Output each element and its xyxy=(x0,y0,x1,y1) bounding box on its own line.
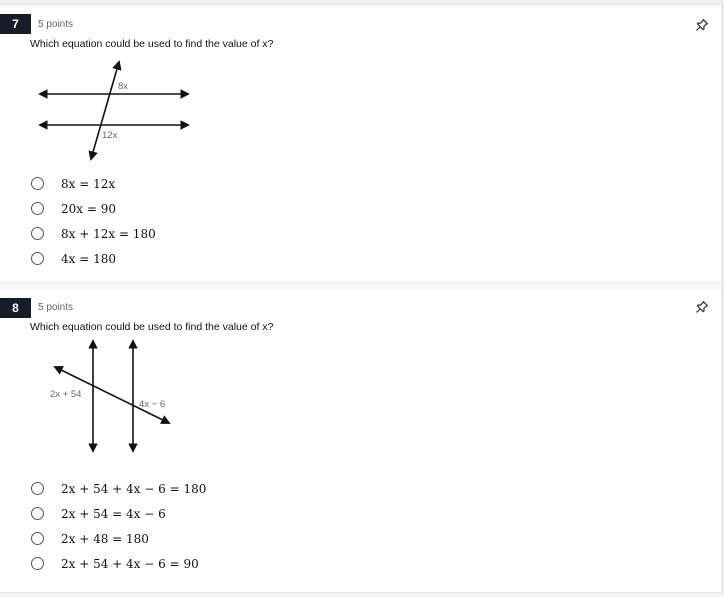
question-card-7 xyxy=(0,5,721,281)
option-label: 8x + 12x = 180 xyxy=(61,226,156,241)
angle-label: 2x + 54 xyxy=(50,389,82,400)
radio-button-icon[interactable] xyxy=(31,507,44,520)
angle-label: 12x xyxy=(102,130,118,141)
transversal-line xyxy=(91,62,119,159)
option-label: 8x = 12x xyxy=(61,176,116,191)
pin-icon[interactable] xyxy=(695,18,709,32)
answer-option[interactable] xyxy=(31,196,156,221)
question-prompt: Which equation could be used to find the value of x? xyxy=(30,38,274,50)
pin-icon[interactable] xyxy=(695,300,709,314)
option-label: 2x + 48 = 180 xyxy=(61,531,149,546)
answer-option[interactable] xyxy=(31,501,206,526)
answer-option[interactable] xyxy=(31,551,206,576)
answer-options xyxy=(31,476,206,576)
question-card-8 xyxy=(0,290,721,593)
option-label: 20x = 90 xyxy=(61,201,116,216)
transversal-figure xyxy=(36,55,194,165)
question-number: 8 xyxy=(0,298,31,318)
transversal-figure xyxy=(45,338,185,460)
radio-button-icon[interactable] xyxy=(31,177,44,190)
answer-options xyxy=(31,171,156,271)
option-label: 2x + 54 + 4x − 6 = 180 xyxy=(61,481,207,496)
radio-button-icon[interactable] xyxy=(31,252,44,265)
answer-option[interactable] xyxy=(31,246,156,271)
radio-button-icon[interactable] xyxy=(31,202,44,215)
option-label: 2x + 54 = 4x − 6 xyxy=(61,506,166,521)
angle-label: 4x − 6 xyxy=(139,399,166,410)
question-points: 5 points xyxy=(38,19,74,30)
radio-button-icon[interactable] xyxy=(31,532,44,545)
answer-option[interactable] xyxy=(31,476,206,501)
option-label: 4x = 180 xyxy=(61,251,116,266)
option-label: 2x + 54 + 4x − 6 = 90 xyxy=(61,556,199,571)
question-number: 7 xyxy=(0,14,31,34)
radio-button-icon[interactable] xyxy=(31,482,44,495)
question-points: 5 points xyxy=(38,302,74,313)
radio-button-icon[interactable] xyxy=(31,227,44,240)
answer-option[interactable] xyxy=(31,526,206,551)
page-bottom-edge xyxy=(0,592,721,597)
answer-option[interactable] xyxy=(31,221,156,246)
answer-option[interactable] xyxy=(31,171,156,196)
angle-label: 8x xyxy=(118,81,129,92)
radio-button-icon[interactable] xyxy=(31,557,44,570)
question-prompt: Which equation could be used to find the value of x? xyxy=(30,321,274,333)
